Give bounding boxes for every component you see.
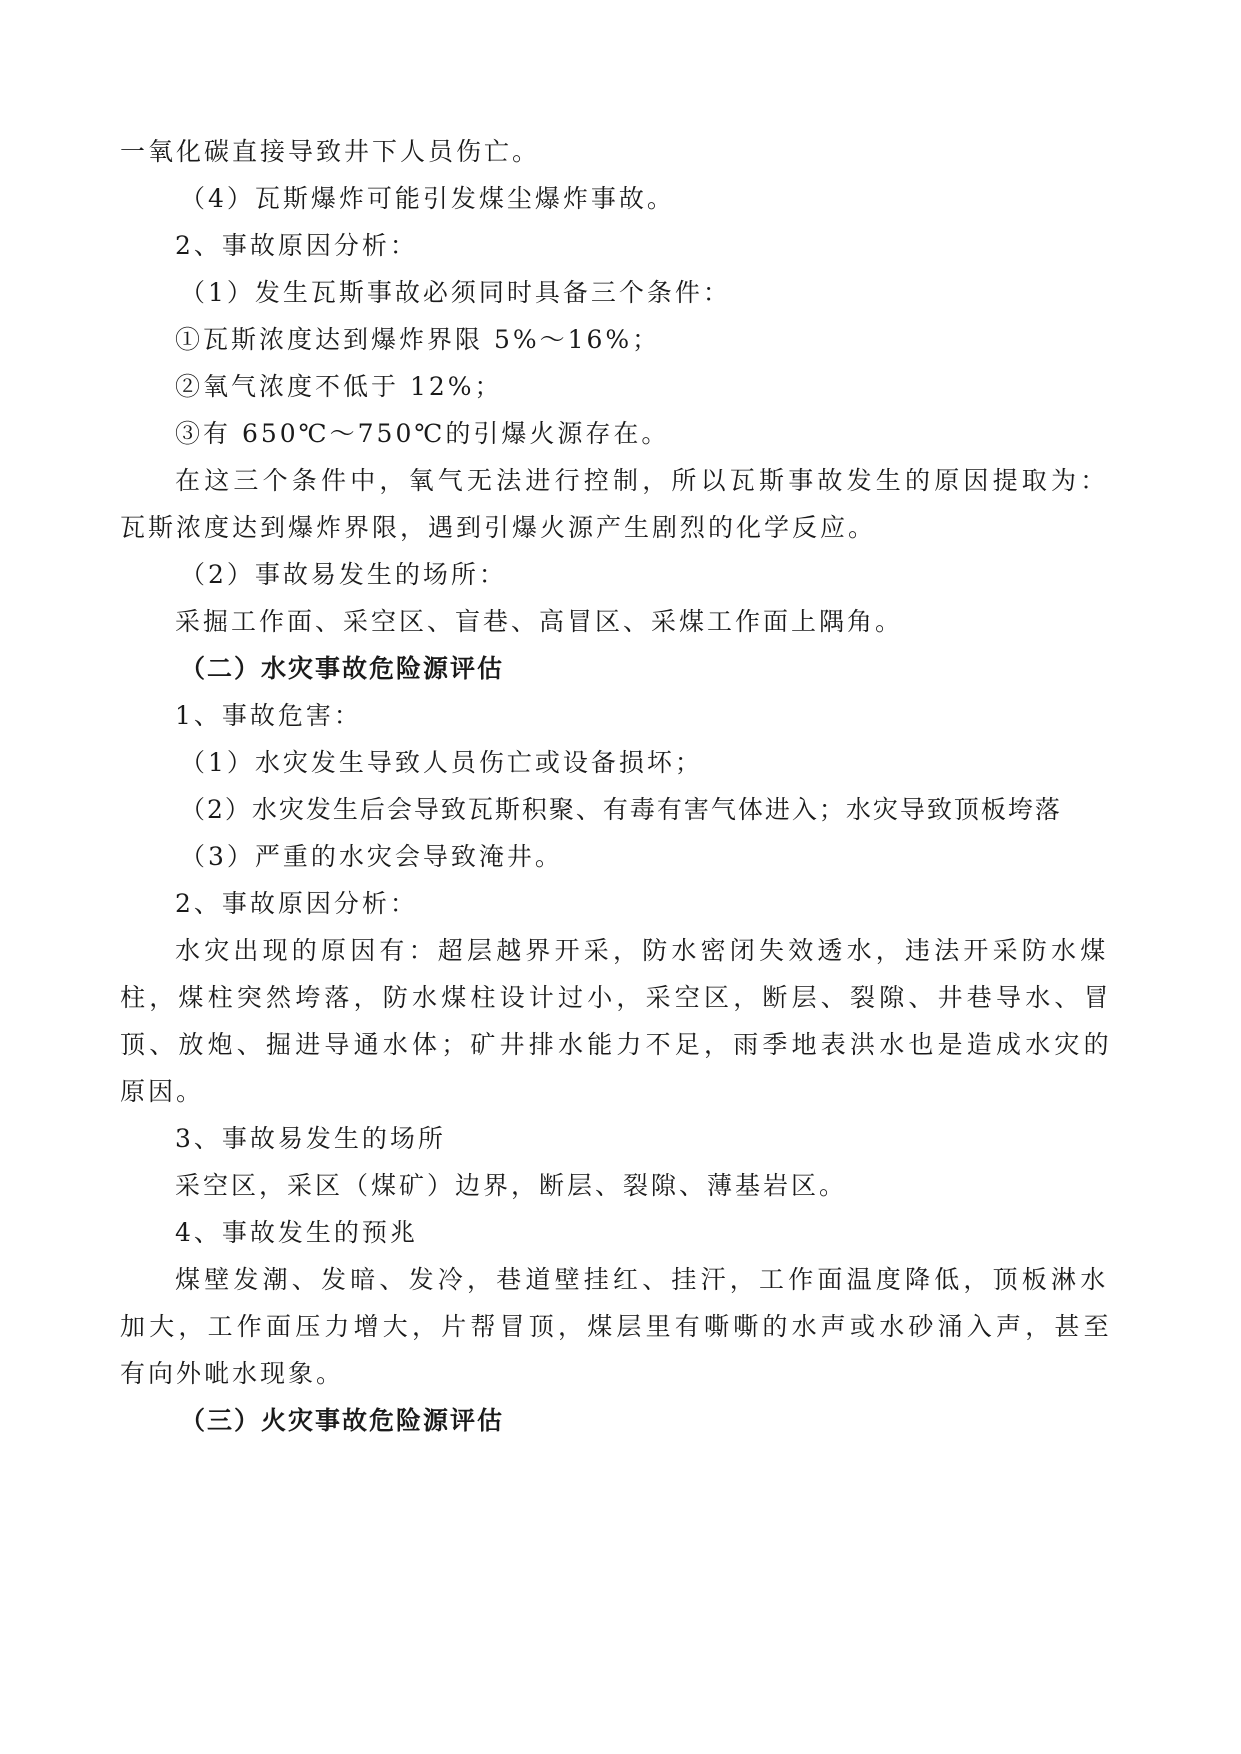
- list-item-1: （1）发生瓦斯事故必须同时具备三个条件：: [180, 278, 731, 307]
- section-title: 4、事故发生的预兆: [175, 1218, 418, 1247]
- section-heading: （二）水灾事故危险源评估: [180, 654, 505, 683]
- list-item-1: （1）水灾发生导致人员伤亡或设备损坏；: [180, 748, 703, 777]
- paragraph-line: 原因。: [120, 1077, 205, 1106]
- section-title: 2、事故原因分析：: [175, 231, 418, 260]
- list-item-2: （2）事故易发生的场所：: [180, 560, 507, 589]
- section-title: 2、事故原因分析：: [175, 889, 418, 918]
- paragraph-line: 在这三个条件中，氧气无法进行控制，所以瓦斯事故发生的原因提取为：: [175, 466, 1110, 495]
- paragraph-line: 采空区，采区（煤矿）边界，断层、裂隙、薄基岩区。: [175, 1171, 848, 1200]
- paragraph-line: 煤壁发潮、发暗、发冷，巷道壁挂红、挂汗，工作面温度降低，顶板淋水: [175, 1265, 1110, 1294]
- paragraph-line: 一氧化碳直接导致井下人员伤亡。: [120, 137, 541, 166]
- list-item-4: （4）瓦斯爆炸可能引发煤尘爆炸事故。: [180, 184, 675, 213]
- paragraph-line: 瓦斯浓度达到爆炸界限，遇到引爆火源产生剧烈的化学反应。: [120, 513, 877, 542]
- paragraph-line: 有向外呲水现象。: [120, 1359, 345, 1388]
- condition-3: ③有 650℃～750℃的引爆火源存在。: [175, 419, 670, 448]
- condition-2: ②氧气浓度不低于 12%；: [175, 372, 503, 401]
- paragraph-line: 加大，工作面压力增大，片帮冒顶，煤层里有嘶嘶的水声或水砂涌入声，甚至: [120, 1312, 1113, 1341]
- section-title: 1、事故危害：: [175, 701, 362, 730]
- section-title: 3、事故易发生的场所: [175, 1124, 446, 1153]
- paragraph-line: 顶、放炮、掘进导通水体；矿井排水能力不足，雨季地表洪水也是造成水灾的: [120, 1030, 1113, 1059]
- section-heading: （三）火灾事故危险源评估: [180, 1406, 505, 1435]
- paragraph-line: 柱，煤柱突然垮落，防水煤柱设计过小，采空区，断层、裂隙、井巷导水、冒: [120, 983, 1113, 1012]
- paragraph-line: 采掘工作面、采空区、盲巷、高冒区、采煤工作面上隅角。: [175, 607, 904, 636]
- paragraph-line: 水灾出现的原因有：超层越界开采，防水密闭失效透水，违法开采防水煤: [175, 936, 1110, 965]
- list-item-3: （3）严重的水灾会导致淹井。: [180, 842, 563, 871]
- condition-1: ①瓦斯浓度达到爆炸界限 5%～16%；: [175, 325, 661, 354]
- list-item-2: （2）水灾发生后会导致瓦斯积聚、有毒有害气体进入；水灾导致顶板垮落: [180, 795, 1062, 824]
